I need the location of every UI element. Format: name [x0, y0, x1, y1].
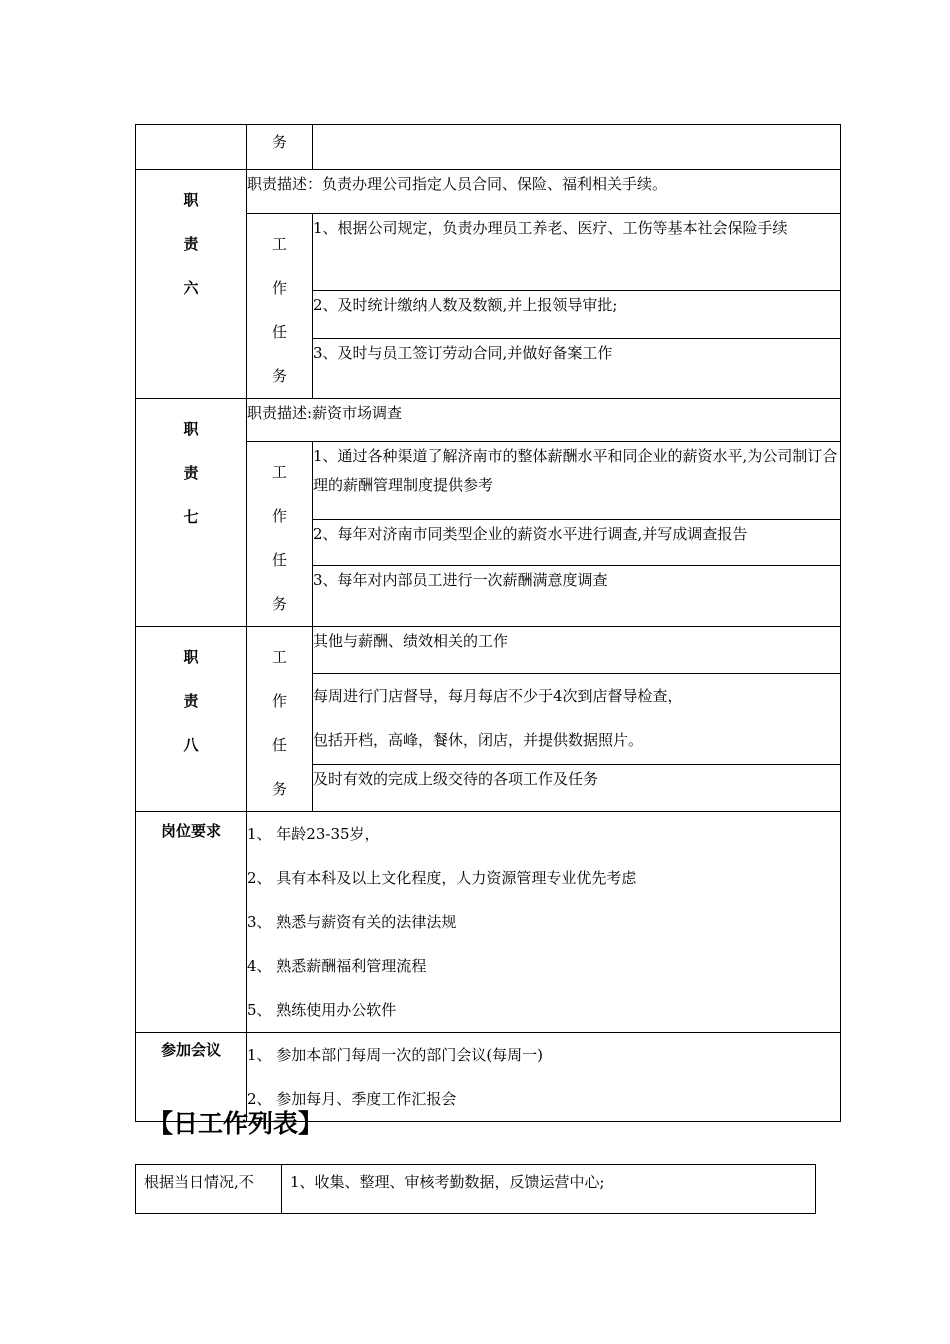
task-char: 务 — [271, 780, 287, 798]
duty6-desc-row — [136, 170, 841, 214]
duty7-description: 职责描述:薪资市场调查 — [247, 399, 841, 442]
daily-right-cell: 1、收集、整理、审核考勤数据，反馈运营中心; — [282, 1165, 816, 1214]
duty8-label — [136, 627, 247, 812]
task-char: 工 — [271, 235, 287, 253]
meetings-label-text: 参加会议 — [160, 1041, 221, 1059]
duty6-label — [136, 170, 247, 399]
daily-work-table — [135, 1164, 816, 1214]
task-char: 任 — [271, 736, 287, 754]
duty8-task-label — [247, 627, 313, 812]
label-char: 责 — [183, 692, 199, 710]
label-char: 职 — [183, 648, 199, 666]
requirements-row — [136, 812, 841, 1033]
task-char: 务 — [271, 595, 287, 613]
label-char: 责 — [183, 464, 199, 482]
meeting-item: 1、 参加本部门每周一次的部门会议(每周一) — [247, 1046, 544, 1064]
label-char: 职 — [183, 191, 199, 209]
empty-cell — [313, 125, 841, 170]
daily-row — [136, 1165, 816, 1214]
task-char: 任 — [271, 551, 287, 569]
empty-cell — [136, 125, 247, 170]
duty7-task-1: 1、通过各种渠道了解济南市的整体薪酬水平和同企业的薪资水平,为公司制订合理的薪酬管理制度提供参考 — [313, 442, 841, 520]
requirements-label-text: 岗位要求 — [160, 822, 221, 840]
task-char: 务 — [271, 367, 287, 385]
duty8-task-2-line: 包括开档，高峰，餐休，闭店，并提供数据照片。 — [313, 730, 644, 749]
task-char: 任 — [271, 323, 287, 341]
duty6-task-2: 2、及时统计缴纳人数及数额,并上报领导审批; — [313, 291, 841, 339]
duty8-task-1: 其他与薪酬、绩效相关的工作 — [313, 627, 841, 674]
duty6-task-3: 3、及时与员工签订劳动合同,并做好备案工作 — [313, 338, 841, 398]
requirement-item: 3、 熟悉与薪资有关的法律法规 — [247, 913, 457, 931]
duty7-task-3: 3、每年对内部员工进行一次薪酬满意度调查 — [313, 566, 841, 627]
label-char: 七 — [183, 508, 199, 526]
requirements-list — [247, 812, 841, 1033]
meetings-list — [247, 1033, 841, 1122]
task-char: 工 — [271, 463, 287, 481]
duty8-task-row — [136, 627, 841, 674]
task-char: 务 — [271, 133, 287, 151]
label-char: 六 — [183, 279, 199, 297]
task-char: 作 — [271, 507, 287, 525]
duty8-task-2-line: 每周进行门店督导，每月每店不少于4次到店督导检查， — [313, 686, 683, 705]
daily-left-cell: 根据当日情况,不 — [136, 1165, 282, 1214]
duty8-task-3: 及时有效的完成上级交待的各项工作及任务 — [313, 765, 841, 812]
duty7-task-label — [247, 442, 313, 627]
duty6-description: 职责描述：负责办理公司指定人员合同、保险、福利相关手续。 — [247, 170, 841, 214]
task-char: 工 — [271, 648, 287, 666]
daily-work-heading: 【日工作列表】 — [148, 1109, 324, 1138]
label-char: 职 — [183, 420, 199, 438]
meeting-item: 2、 参加每月、季度工作汇报会 — [247, 1090, 457, 1108]
duty6-task-label — [247, 214, 313, 399]
duty7-desc-row — [136, 399, 841, 442]
job-description-table — [135, 124, 841, 1122]
duty8-task-2 — [313, 673, 841, 765]
requirement-item: 2、 具有本科及以上文化程度，人力资源管理专业优先考虑 — [247, 869, 637, 887]
task-char: 作 — [271, 279, 287, 297]
duty6-task-1: 1、根据公司规定，负责办理员工养老、医疗、工伤等基本社会保险手续 — [313, 214, 841, 291]
requirement-item: 1、 年龄23-35岁， — [247, 825, 380, 843]
continuation-row — [136, 125, 841, 170]
task-char: 作 — [271, 692, 287, 710]
label-char: 八 — [183, 736, 199, 754]
requirement-item: 4、 熟悉薪酬福利管理流程 — [247, 957, 427, 975]
task-char-cell — [247, 125, 313, 170]
duty7-label — [136, 399, 247, 627]
label-char: 责 — [183, 235, 199, 253]
requirements-label — [136, 812, 247, 1033]
requirement-item: 5、 熟练使用办公软件 — [247, 1001, 397, 1019]
duty7-task-2: 2、每年对济南市同类型企业的薪资水平进行调查,并写成调查报告 — [313, 519, 841, 565]
